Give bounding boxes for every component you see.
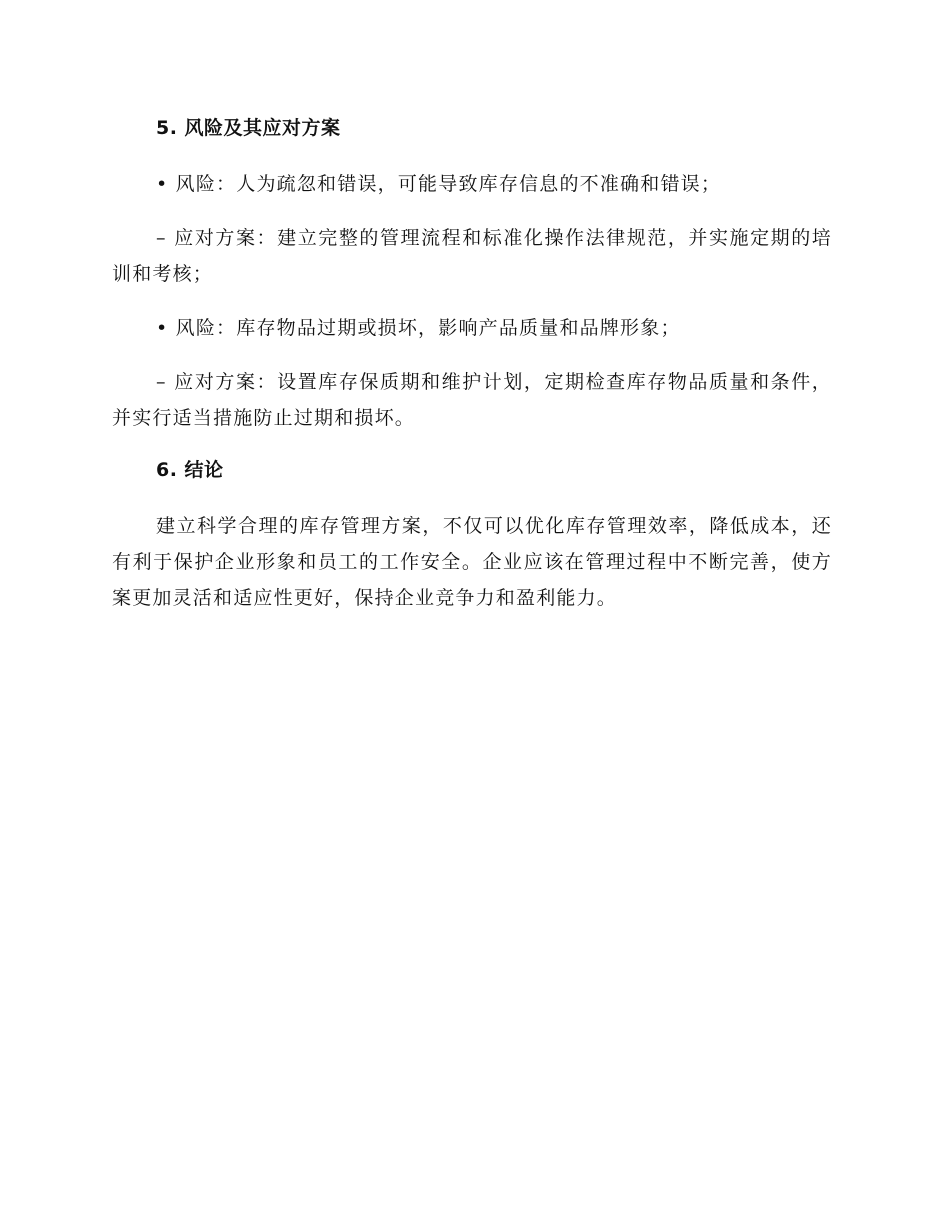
- risk-2-text: • 风险：库存物品过期或损坏，影响产品质量和品牌形象；: [156, 317, 681, 339]
- response-2-text: – 应对方案：设置库存保质期和维护计划，定期检查库存物品质量和条件，并实行适当措施防止过期和损坏。: [112, 371, 832, 429]
- conclusion-paragraph: 建立科学合理的库存管理方案，不仅可以优化库存管理效率，降低成本，还有利于保护企业形象和员工的工作安全。企业应该在管理过程中不断完善，使方案更加灵活和适应性更好，保持企业竞争力和盈利能力。: [112, 515, 832, 609]
- response-1-text: – 应对方案：建立完整的管理流程和标准化操作法律规范，并实施定期的培训和考核；: [112, 227, 832, 285]
- section-6-heading: 6. 结论: [156, 459, 224, 481]
- document-content: [112, 112, 832, 616]
- section-5-heading: 5. 风险及其应对方案: [156, 117, 341, 139]
- risk-1-text: • 风险：人为疏忽和错误，可能导致库存信息的不准确和错误；: [156, 173, 722, 195]
